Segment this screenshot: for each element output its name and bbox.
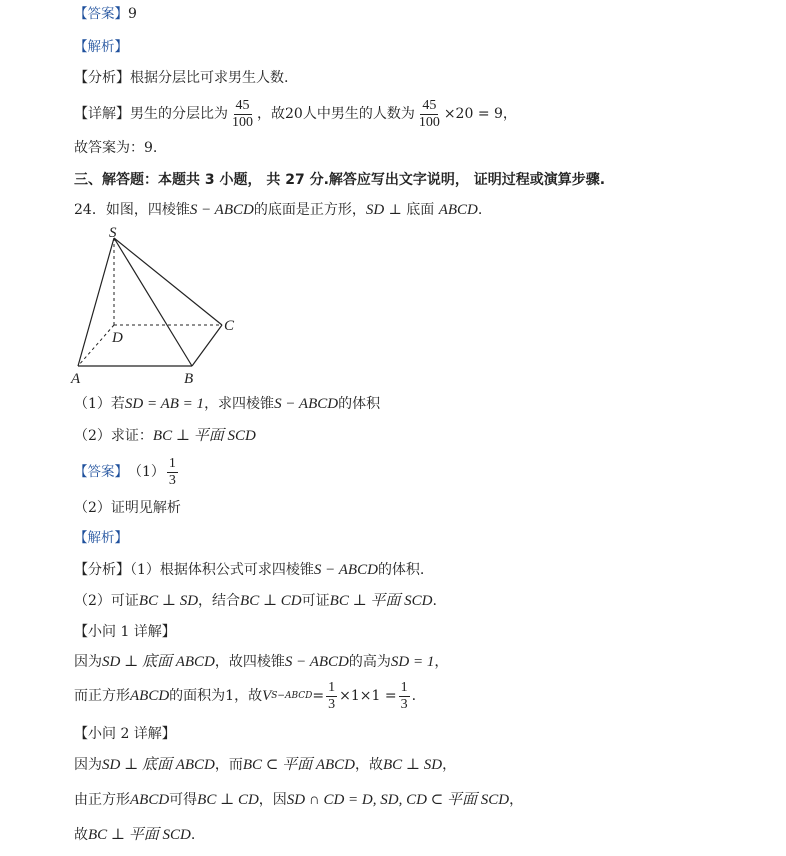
frac-num: 45 xyxy=(422,97,437,113)
fenxi2-m2: BC ⊥ CD xyxy=(240,593,302,609)
fenxi-tag: 【分析】 xyxy=(74,562,130,578)
label-c: C xyxy=(224,318,235,334)
final-answer: 故答案为：9. xyxy=(74,140,158,156)
q24-answer xyxy=(74,454,180,490)
fenxi1-math: S − ABCD xyxy=(313,562,378,578)
fenxi2-m1: BC ⊥ SD xyxy=(138,593,199,609)
answer-tag: 【答案】 xyxy=(74,6,128,22)
edge-sb xyxy=(114,238,192,366)
sub2-l3-b: . xyxy=(190,827,196,843)
detail-text-3: ×20 = 9， xyxy=(443,106,517,122)
frac-num: 1 xyxy=(328,679,336,695)
fraction-45-100-b xyxy=(417,98,442,131)
fenxi2-c: 可证 xyxy=(301,593,330,609)
fenxi1-b: 的体积. xyxy=(377,562,425,578)
part1-prefix: （1）若 xyxy=(74,396,125,412)
sub1-l1-m2: S − ABCD xyxy=(284,654,349,670)
sub2-l2-d: ， xyxy=(509,792,524,808)
part1-math: SD = AB = 1 xyxy=(124,396,205,412)
sub1-line2 xyxy=(74,676,416,716)
fraction-1-3 xyxy=(167,456,178,489)
q24-analysis-tag xyxy=(74,528,128,548)
sub1-l2-end: . xyxy=(411,688,417,704)
sub2-l1-m3: BC ⊥ SD xyxy=(383,757,443,773)
sub1-l2-m1: ABCD xyxy=(130,688,170,704)
sub1-l1-m1: SD ⊥ 底面 ABCD xyxy=(102,654,215,670)
volume-subscript: S−ABCD xyxy=(271,691,313,701)
sub1-l2-a: 而正方形 xyxy=(74,688,130,704)
sub1-l1-a: 因为 xyxy=(74,654,102,670)
stem-mid: 的底面是正方形， xyxy=(253,202,366,218)
section-heading-text: 三、解答题：本题共 3 小题， 共 27 分.解答应写出文字说明， 证明过程或演算步骤. xyxy=(74,172,606,188)
q24-fenxi1 xyxy=(74,560,424,580)
part1-end: 的体积 xyxy=(338,396,381,412)
pyramid-figure xyxy=(66,222,256,388)
fenxi-tag: 【分析】 xyxy=(74,70,130,86)
fenxi2-d: . xyxy=(432,593,437,609)
sub2-l2-b: 可得 xyxy=(169,792,198,808)
fenxi-text: 根据分层比可求男生人数. xyxy=(130,70,289,86)
sub2-l1-b: ，而 xyxy=(214,757,243,773)
sub2-line3 xyxy=(74,825,195,845)
analysis-tag: 【解析】 xyxy=(74,39,128,55)
part2-prefix: （2）求证： xyxy=(74,428,153,444)
answer2-text: （2）证明见解析 xyxy=(74,500,181,516)
detail-text-1: 男生的分层比为 xyxy=(130,106,228,122)
sub2-l3-m1: BC ⊥ 平面 SCD xyxy=(88,827,191,843)
sub2-l1-c: ，故 xyxy=(355,757,384,773)
q23-detail xyxy=(74,94,517,134)
multiply-expr: ×1×1 = xyxy=(339,688,397,704)
label-b: B xyxy=(184,371,194,387)
fenxi2-m3: BC ⊥ 平面 SCD xyxy=(329,593,433,609)
sub2-line2 xyxy=(74,790,523,810)
sub1-tag xyxy=(74,622,176,642)
frac-den: 3 xyxy=(328,696,336,712)
edge-sa xyxy=(78,238,114,366)
edge-bc xyxy=(192,325,222,366)
stem-math-sd: SD xyxy=(365,202,385,218)
q23-fenxi xyxy=(74,68,288,88)
stem-math-sabcd: S − ABCD xyxy=(189,202,254,218)
frac-den: 100 xyxy=(232,114,253,130)
frac-den: 100 xyxy=(418,114,440,130)
answer-tag: 【答案】 xyxy=(74,464,128,480)
q24-fenxi2 xyxy=(74,591,437,611)
q24-part2 xyxy=(74,426,256,446)
q23-answer xyxy=(74,4,137,24)
analysis-tag: 【解析】 xyxy=(74,530,128,546)
sub2-l2-m3: SD ∩ CD = D, SD, CD ⊂ 平面 SCD xyxy=(286,792,510,808)
sub2-line1 xyxy=(74,755,456,775)
q23-analysis-tag xyxy=(74,37,128,57)
fenxi2-a: （2）可证 xyxy=(74,593,139,609)
q24-stem xyxy=(74,200,482,220)
sub1-l2-b: 的面积为1，故 xyxy=(169,688,263,704)
sub1-l1-d: ， xyxy=(434,654,449,670)
fenxi1-a: （1）根据体积公式可求四棱锥 xyxy=(130,562,314,578)
label-d: D xyxy=(112,330,123,346)
q23-final xyxy=(74,138,157,158)
sub2-l1-m1: SD ⊥ 底面 ABCD xyxy=(102,757,215,773)
part1-math2: S − ABCD xyxy=(274,396,339,412)
detail-text-2: ，故20人中男生的人数为 xyxy=(257,106,415,122)
sub2-l2-m1: ABCD xyxy=(130,792,170,808)
stem-perp: ⊥ 底面 xyxy=(384,202,439,218)
stem-math-abcd: ABCD xyxy=(438,202,478,218)
sub2-l3-a: 故 xyxy=(74,827,88,843)
frac-den: 3 xyxy=(400,696,408,712)
sub2-l2-a: 由正方形 xyxy=(74,792,130,808)
sub1-l1-m3: SD = 1 xyxy=(390,654,435,670)
volume-v: V xyxy=(262,688,272,704)
sub2-tag-text: 【小问 2 详解】 xyxy=(74,726,176,742)
answer-value: 9 xyxy=(128,6,137,22)
sub1-l1-c: 的高为 xyxy=(348,654,391,670)
sub2-l2-c: ，因 xyxy=(258,792,287,808)
frac-num: 45 xyxy=(235,97,250,113)
sub1-l1-b: ，故四棱锥 xyxy=(214,654,285,670)
sub2-l2-m2: BC ⊥ CD xyxy=(197,792,259,808)
frac-den: 3 xyxy=(168,472,176,488)
equals: = xyxy=(312,688,325,704)
frac-num: 1 xyxy=(400,679,408,695)
sub2-l1-m2: BC ⊂ 平面 ABCD xyxy=(242,757,356,773)
sub1-line1 xyxy=(74,652,448,672)
fraction-1-3-a xyxy=(326,680,337,713)
frac-num: 1 xyxy=(168,455,176,471)
fenxi2-b: ，结合 xyxy=(198,593,241,609)
sub2-l1-d: ， xyxy=(442,757,457,773)
sub2-tag xyxy=(74,724,176,744)
section-heading xyxy=(74,170,605,190)
label-a: A xyxy=(71,371,81,387)
answer1-prefix: （1） xyxy=(128,464,165,480)
label-s: S xyxy=(109,225,117,241)
sub2-l1-a: 因为 xyxy=(74,757,102,773)
fraction-45-100 xyxy=(230,98,255,131)
edge-sc xyxy=(114,238,222,325)
part1-mid: ，求四棱锥 xyxy=(204,396,275,412)
detail-tag: 【详解】 xyxy=(74,106,130,122)
q24-answer2 xyxy=(74,498,181,518)
q24-part1 xyxy=(74,394,380,414)
fraction-1-3-b xyxy=(399,680,410,713)
part2-math: BC ⊥ 平面 SCD xyxy=(152,428,256,444)
stem-prefix: 24．如图，四棱锥 xyxy=(74,202,190,218)
stem-end: . xyxy=(477,202,483,218)
sub1-tag-text: 【小问 1 详解】 xyxy=(74,624,176,640)
